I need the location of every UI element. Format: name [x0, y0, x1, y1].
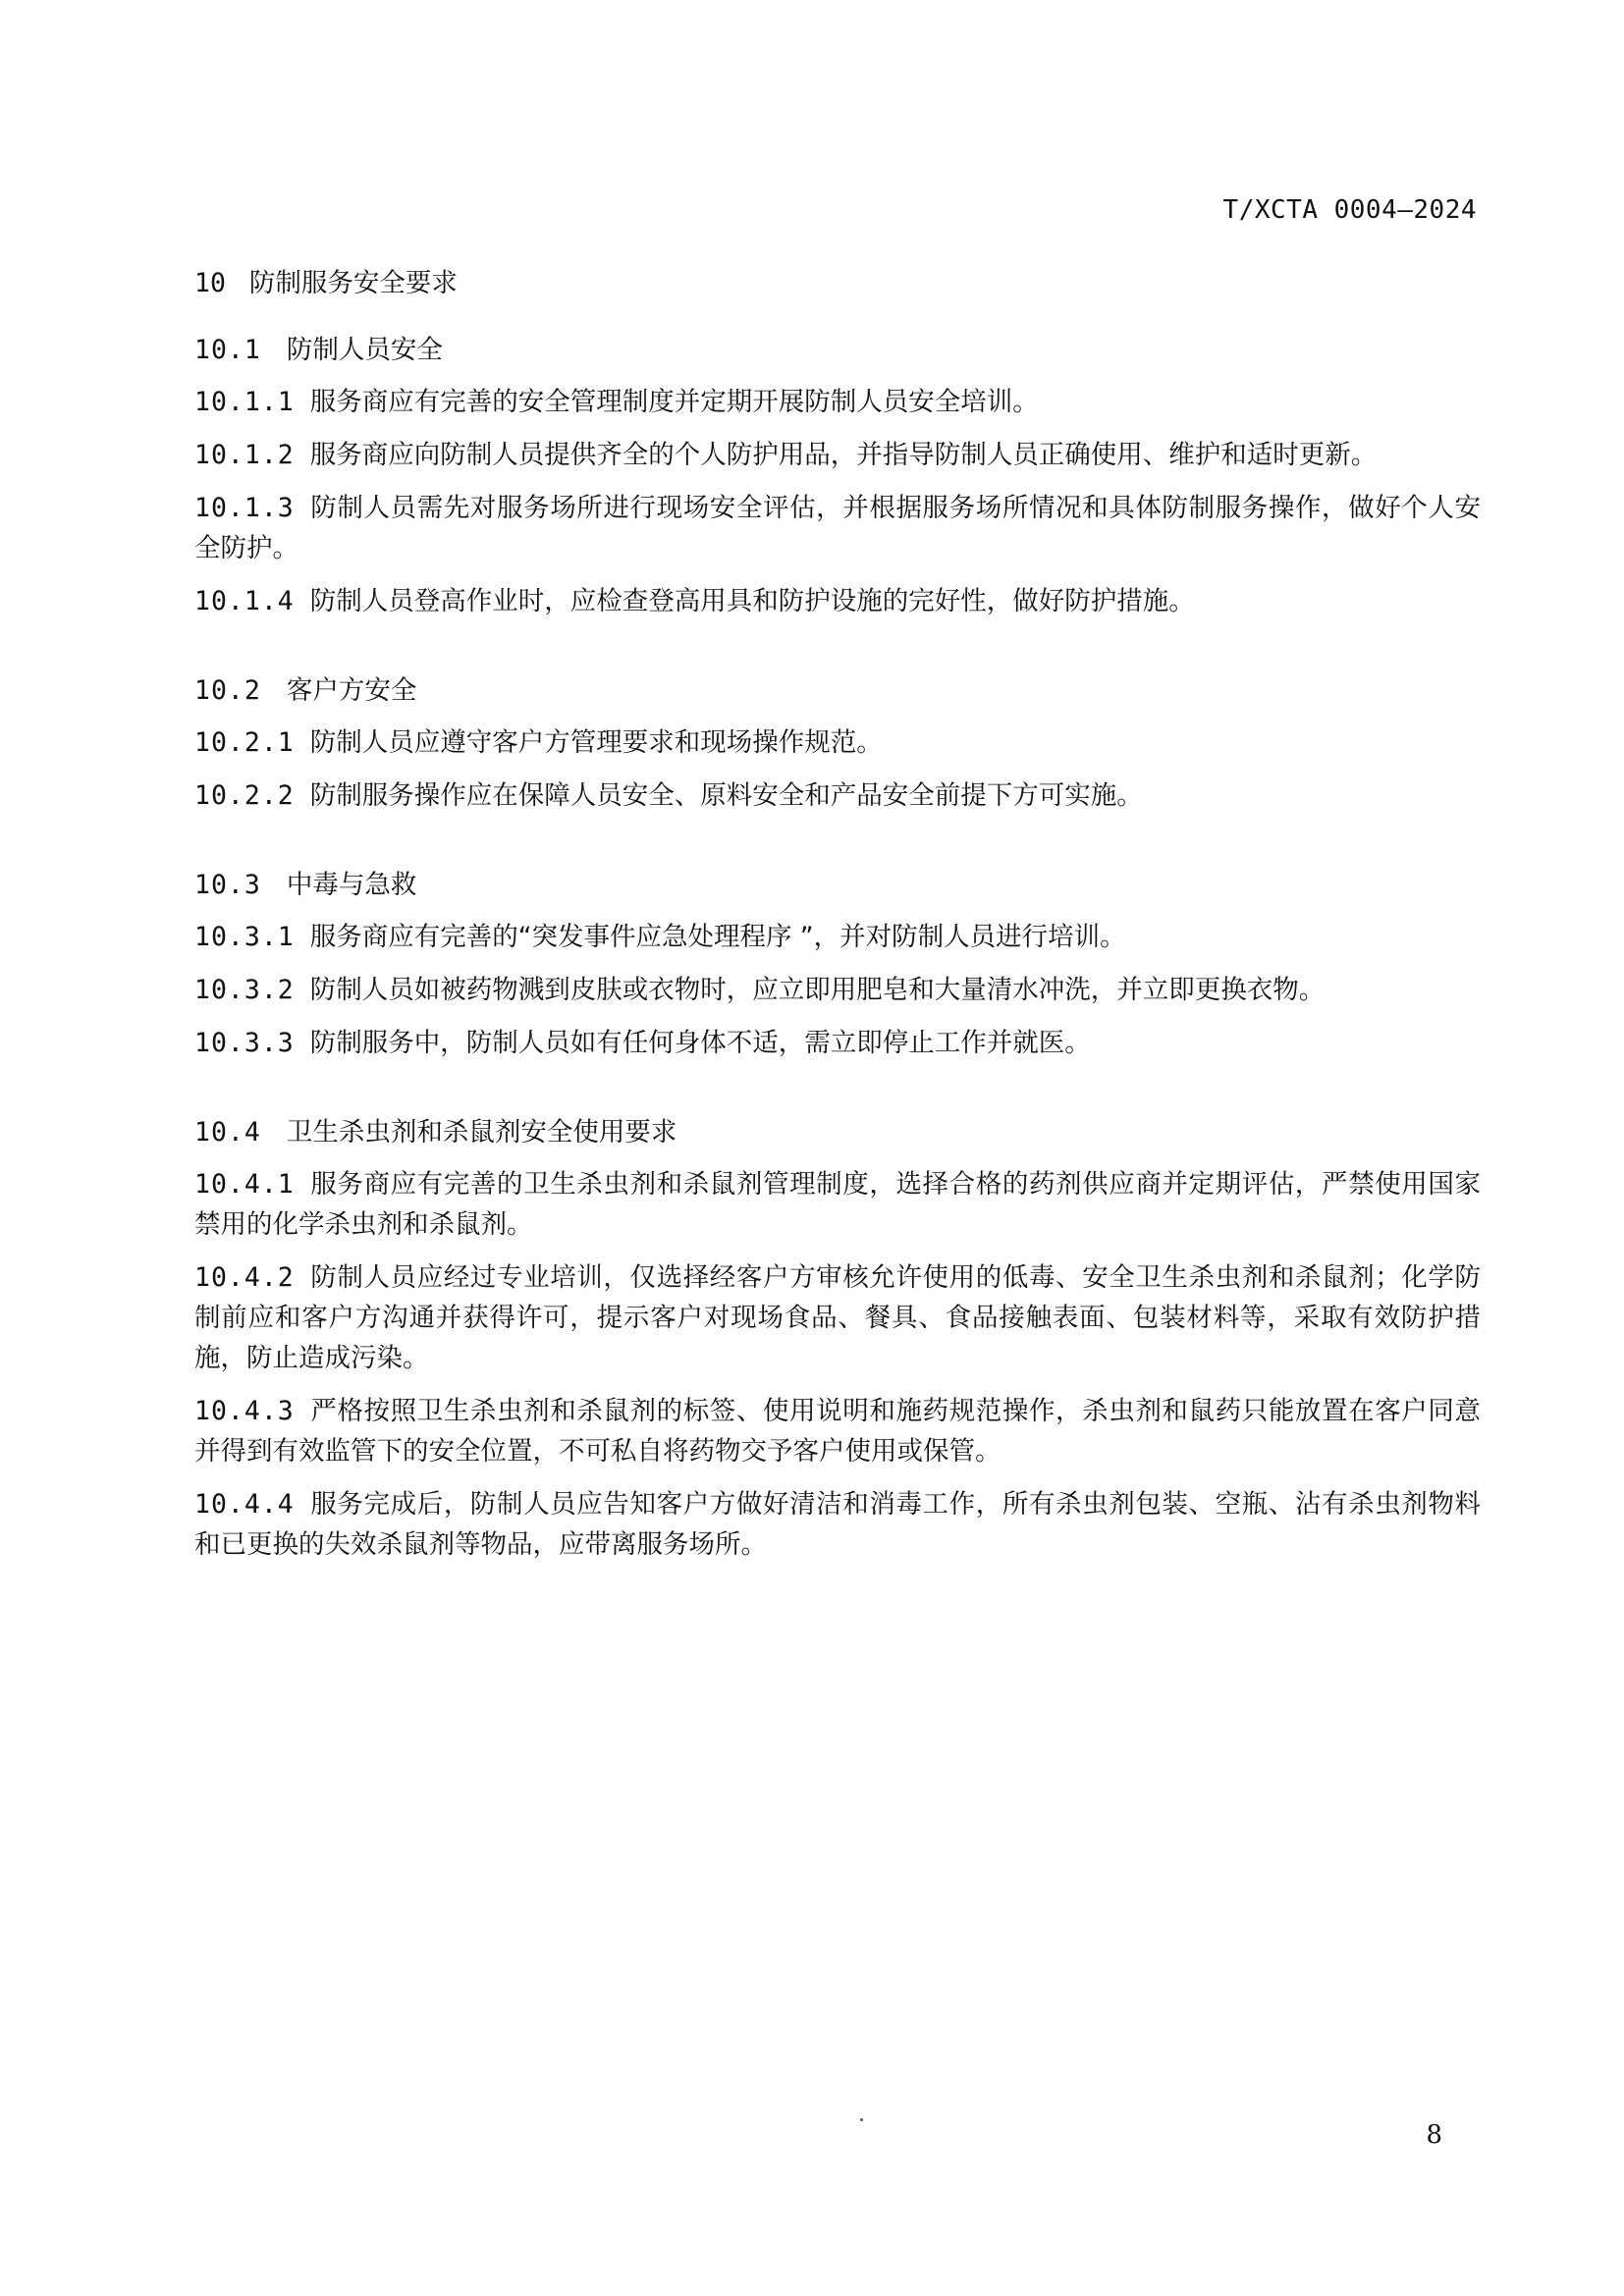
clause-text: 防制人员应遵守客户方管理要求和现场操作规范。 — [309, 727, 883, 758]
clause-10-4-1 — [194, 1164, 1481, 1245]
section-number: 10.4 — [194, 1117, 261, 1148]
document-code: T/XCTA 0004—2024 — [1222, 195, 1477, 225]
clause-text: 防制人员登高作业时，应检查登高用具和防护设施的完好性，做好防护措施。 — [309, 586, 1195, 616]
section-10-1 — [194, 330, 1481, 621]
section-number: 10.3 — [194, 870, 261, 900]
clause-10-2-2 — [194, 775, 1481, 816]
section-heading — [194, 865, 1481, 905]
document-body — [194, 263, 1481, 1577]
clause-10-3-1 — [194, 917, 1481, 957]
clause-number: 10.3.1 — [194, 922, 295, 952]
clause-text: 服务完成后，防制人员应告知客户方做好清洁和消毒工作，所有杀虫剂包装、空瓶、沾有杀虫剂物料和已更换的失效杀鼠剂等物品，应带离服务场所。 — [194, 1489, 1481, 1560]
clause-number: 10.2.2 — [194, 780, 295, 811]
clause-number: 10.1.4 — [194, 586, 295, 616]
section-10-4 — [194, 1112, 1481, 1565]
section-title: 卫生杀虫剂和杀鼠剂安全使用要求 — [286, 1117, 677, 1148]
chapter-number: 10 — [194, 268, 226, 298]
clause-text: 防制人员应经过专业培训，仅选择经客户方审核允许使用的低毒、安全卫生杀虫剂和杀鼠剂；化学防制前应和客户方沟通并获得许可，提示客户对现场食品、餐具、食品接触表面、包装材料等，采取有效防护措施，防止造成污染。 — [194, 1262, 1481, 1373]
section-10-3 — [194, 865, 1481, 1063]
clause-number: 10.4.1 — [194, 1169, 295, 1200]
section-title: 客户方安全 — [286, 675, 417, 706]
clause-10-1-1 — [194, 382, 1481, 422]
clause-number: 10.3.3 — [194, 1028, 295, 1058]
clause-10-3-3 — [194, 1023, 1481, 1063]
section-number: 10.1 — [194, 335, 261, 365]
clause-text: 服务商应向防制人员提供齐全的个人防护用品，并指导防制人员正确使用、维护和适时更新。 — [309, 440, 1378, 470]
page-number: 8 — [1426, 2120, 1442, 2150]
clause-number: 10.1.1 — [194, 387, 295, 417]
clause-text: 防制服务中，防制人员如有任何身体不适，需立即停止工作并就医。 — [309, 1028, 1091, 1058]
section-title: 防制人员安全 — [286, 335, 443, 365]
clause-number: 10.2.1 — [194, 727, 295, 758]
clause-number: 10.1.2 — [194, 440, 295, 470]
clause-text: 防制服务操作应在保障人员安全、原料安全和产品安全前提下方可实施。 — [309, 780, 1143, 811]
section-heading — [194, 1112, 1481, 1152]
clause-number: 10.3.2 — [194, 975, 295, 1005]
clause-10-4-4 — [194, 1484, 1481, 1565]
clause-10-1-2 — [194, 435, 1481, 475]
clause-text: 服务商应有完善的安全管理制度并定期开展防制人员安全培训。 — [309, 387, 1039, 417]
chapter-title: 防制服务安全要求 — [248, 268, 458, 298]
footer-dot — [860, 2118, 863, 2121]
clause-number: 10.4.4 — [194, 1489, 295, 1520]
clause-text: 防制人员需先对服务场所进行现场安全评估，并根据服务场所情况和具体防制服务操作，做好个人安全防护。 — [194, 493, 1481, 563]
chapter-heading — [194, 263, 1481, 303]
clause-text: 服务商应有完善的“突发事件应急处理程序 ”，并对防制人员进行培训。 — [309, 922, 1126, 952]
clause-number: 10.4.3 — [194, 1396, 295, 1426]
clause-10-3-2 — [194, 970, 1481, 1010]
clause-10-1-4 — [194, 581, 1481, 621]
section-title: 中毒与急救 — [286, 870, 417, 900]
clause-number: 10.4.2 — [194, 1262, 295, 1293]
clause-10-1-3 — [194, 488, 1481, 568]
clause-10-4-2 — [194, 1257, 1481, 1378]
section-10-2 — [194, 670, 1481, 816]
section-heading — [194, 330, 1481, 370]
section-heading — [194, 670, 1481, 711]
clause-10-2-1 — [194, 722, 1481, 763]
clause-text: 防制人员如被药物溅到皮肤或衣物时，应立即用肥皂和大量清水冲洗，并立即更换衣物。 — [309, 975, 1326, 1005]
clause-number: 10.1.3 — [194, 493, 295, 523]
clause-10-4-3 — [194, 1391, 1481, 1471]
clause-text: 严格按照卫生杀虫剂和杀鼠剂的标签、使用说明和施药规范操作，杀虫剂和鼠药只能放置在客户同意并得到有效监管下的安全位置，不可私自将药物交予客户使用或保管。 — [194, 1396, 1481, 1467]
clause-text: 服务商应有完善的卫生杀虫剂和杀鼠剂管理制度，选择合格的药剂供应商并定期评估，严禁使用国家禁用的化学杀虫剂和杀鼠剂。 — [194, 1169, 1481, 1240]
section-number: 10.2 — [194, 675, 261, 706]
